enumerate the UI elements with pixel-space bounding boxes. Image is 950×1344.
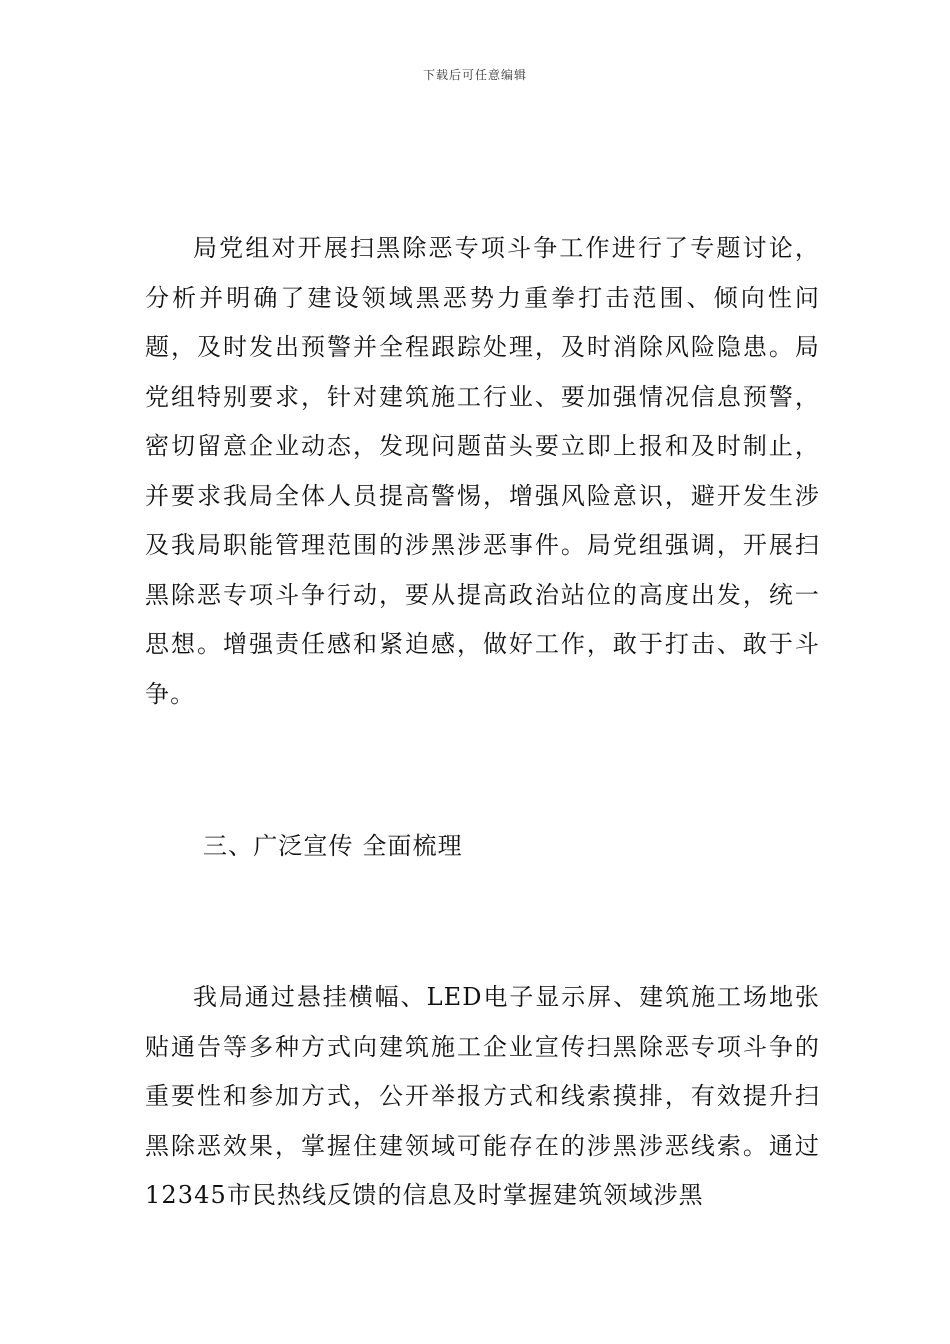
page-header-note: 下载后可任意编辑 bbox=[422, 68, 527, 82]
body-paragraph-1: 局党组对开展扫黑除恶专项斗争工作进行了专题讨论，分析并明确了建设领域黑恶势力重拳打击范围、倾向性问题，及时发出预警并全程跟踪处理，及时消除风险隐患。局党组特别要求，针对建筑施工行业、要加强情况信息预警，密切留意企业动态，发现问题苗头要立即上报和及时制止，并要求我局全体人员提高警惕，增强风险意识，避开发生涉及我局职能管理范围的涉黑涉恶事件。局党组强调，开展扫黑除恶专项斗争行动，要从提高政治站位的高度出发，统一思想。增强责任感和紧迫感，做好工作，敢于打击、敢于斗争。 bbox=[145, 234, 820, 708]
section-heading: 三、广泛宣传 全面梳理 bbox=[203, 832, 463, 860]
body-paragraph-2: 我局通过悬挂横幅、LED电子显示屏、建筑施工场地张贴通告等多种方式向建筑施工企业宣传扫黑除恶专项斗争的重要性和参加方式，公开举报方式和线索摸排，有效提升扫黑除恶效果，掌握住建领域可能存在的涉黑涉恶线索。通过12345市民热线反馈的信息及时掌握建筑领域涉黑 bbox=[145, 983, 820, 1209]
